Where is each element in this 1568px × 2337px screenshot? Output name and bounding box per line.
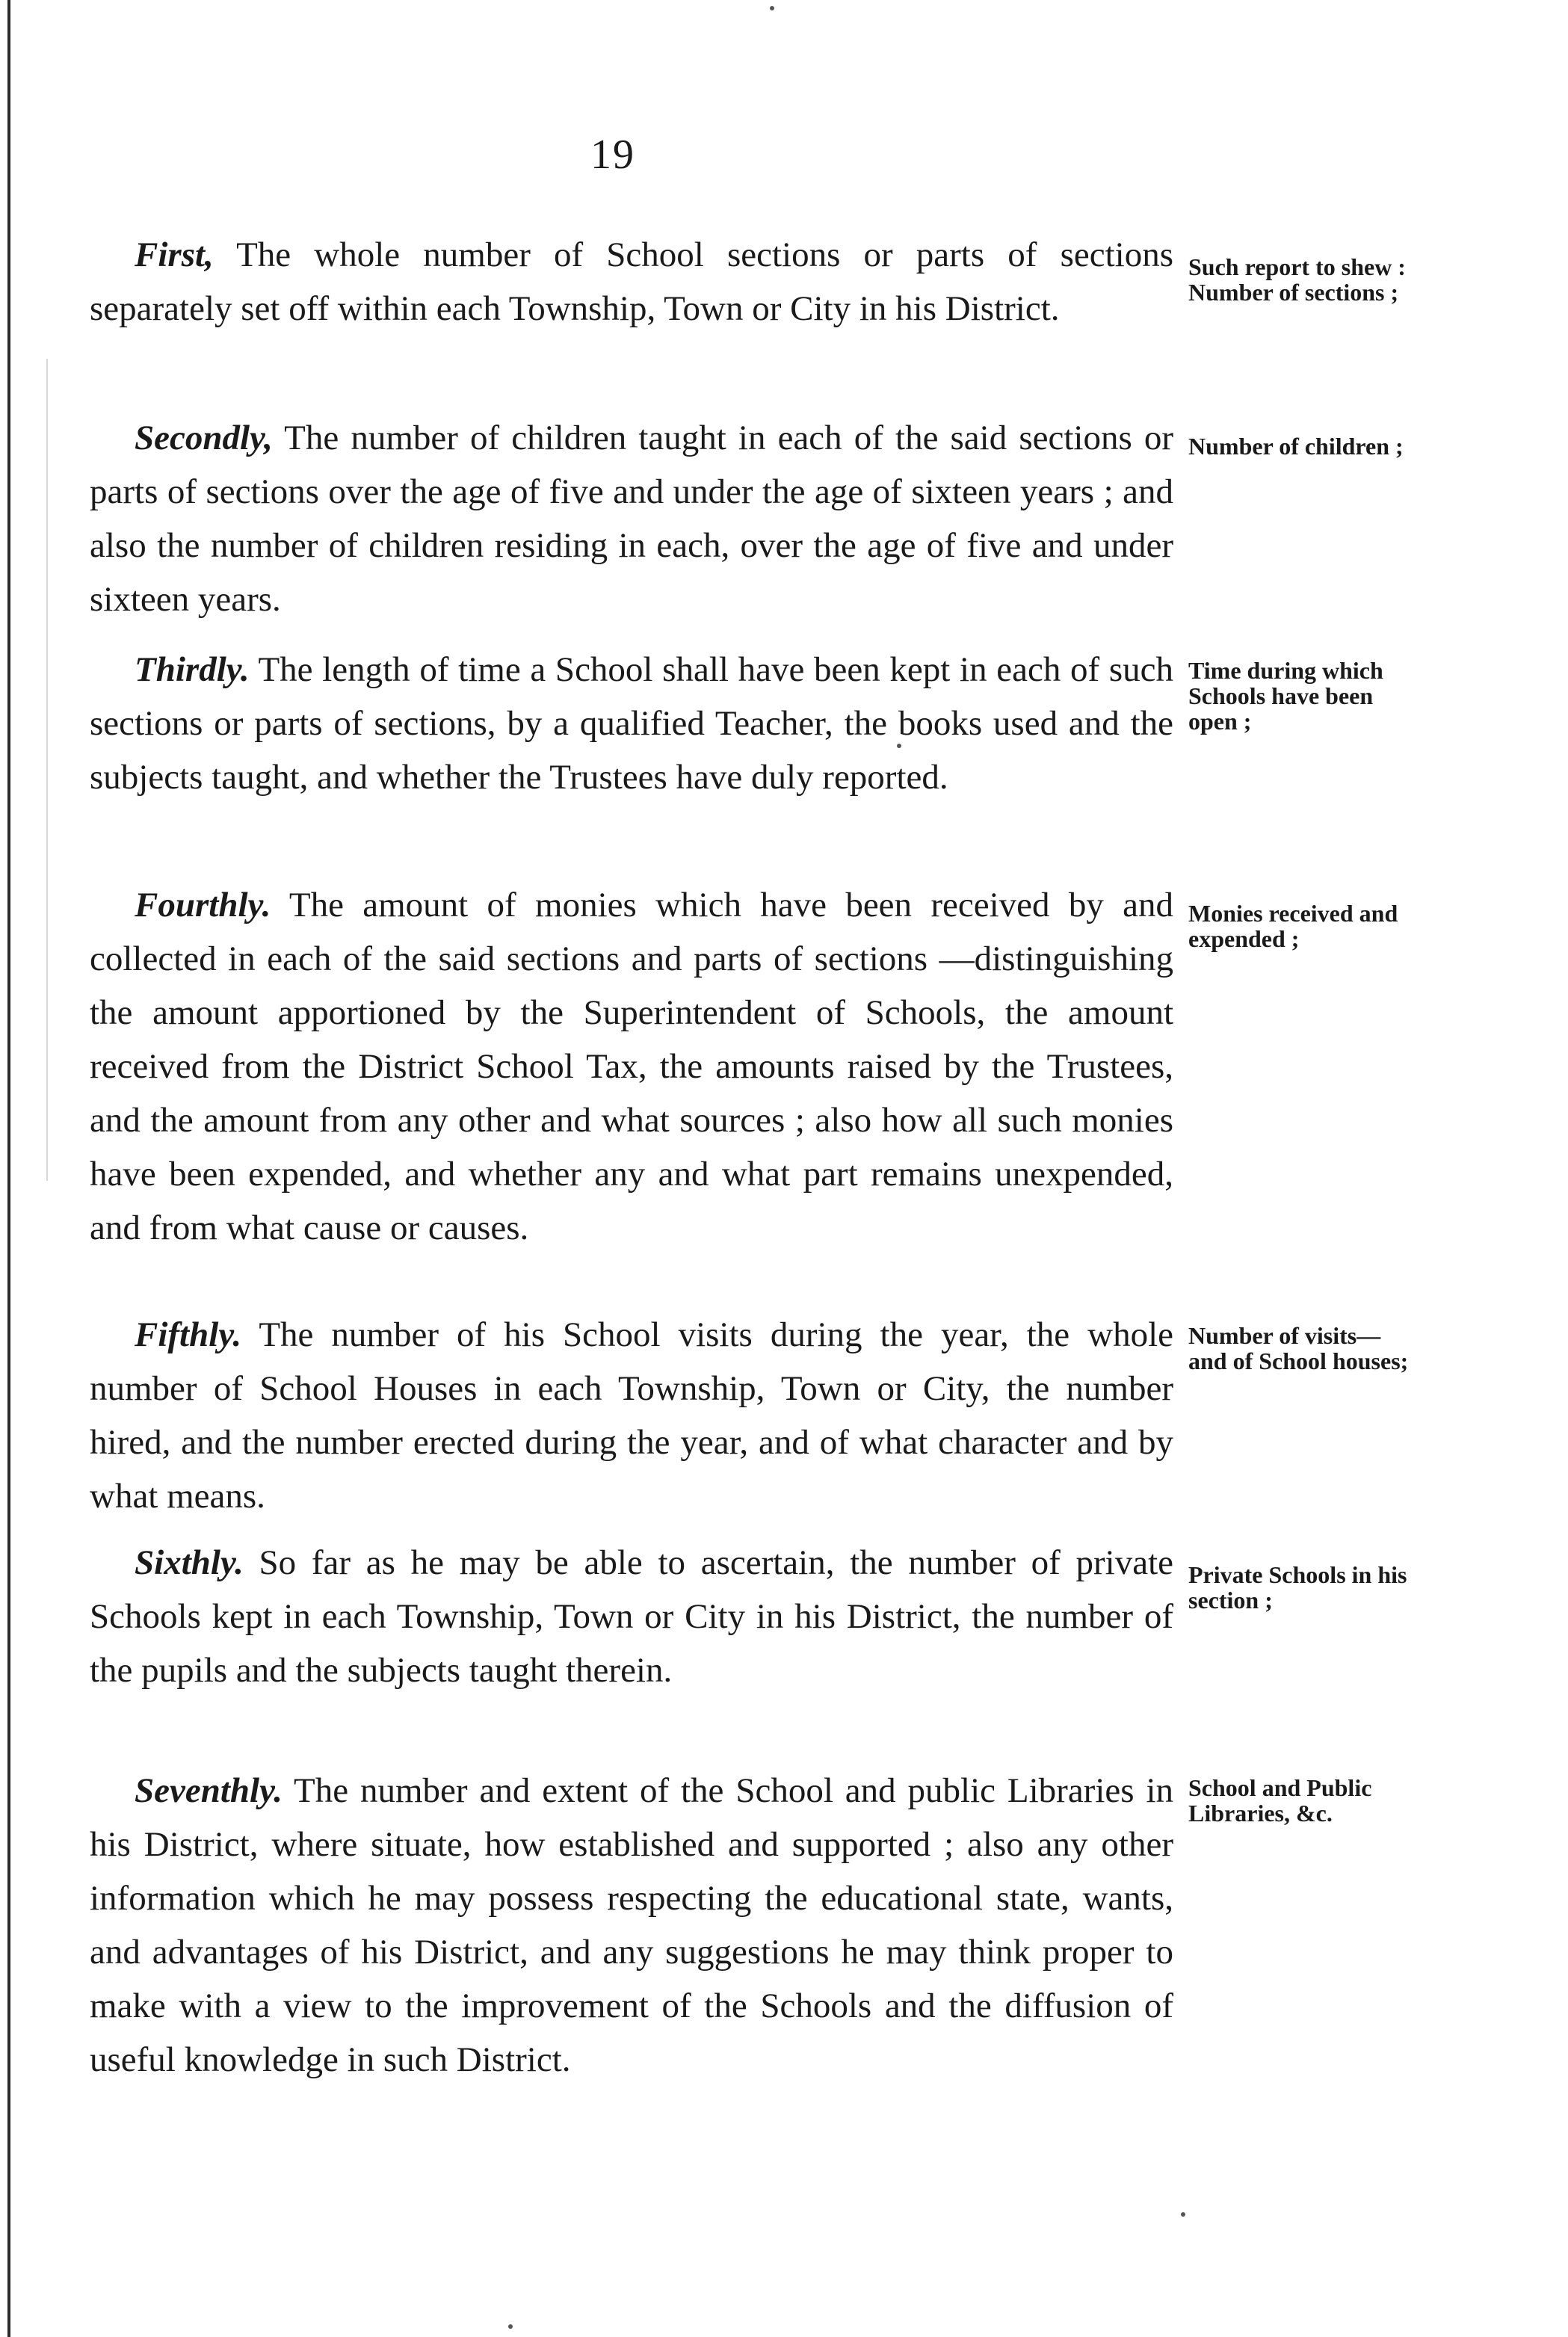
paragraph-text: The number of his School visits during the year, the whole number of School Houses in each Township, Town or City, the number hired, and the number erected during the year, and of what character and by what means.	[90, 1315, 1173, 1516]
paragraph-lead: Sixthly.	[135, 1543, 244, 1582]
margin-note: School and Public Libraries, &c.	[1188, 1774, 1372, 1827]
paragraph	[90, 878, 1173, 1255]
binding-edge	[7, 0, 10, 2337]
margin-note: Private Schools in his section ;	[1188, 1561, 1407, 1614]
paragraph-text: The number and extent of the School and public Libraries in his District, where situate, how established and supported ; also any other information which he may possess respecting the educational state, wants, and advantages of his District, and any suggestions he may think proper to make with a view to the improvement of the Schools and the diffusion of useful knowledge in such District.	[90, 1771, 1173, 2079]
section-fourthly	[90, 878, 1173, 1255]
margin-note: Such report to shew : Number of sections ;	[1188, 253, 1406, 306]
paragraph	[90, 1536, 1173, 1697]
paragraph-lead: Fourthly.	[135, 886, 271, 924]
paragraph	[90, 643, 1173, 804]
paragraph-text: The number of children taught in each of the said sections or parts of sections over the age of five and under the age of sixteen years ; and also the number of children residing in each, over the age of five and under sixteen years.	[90, 419, 1173, 619]
section-first	[90, 228, 1173, 336]
scan-speck	[897, 744, 901, 748]
section-fifthly	[90, 1308, 1173, 1523]
section-secondly	[90, 411, 1173, 626]
margin-note: Monies received and expended ;	[1188, 900, 1398, 952]
scan-speck	[1181, 2212, 1185, 2217]
paragraph	[90, 228, 1173, 336]
scan-speck	[508, 2324, 513, 2329]
paragraph-lead: Thirdly.	[135, 650, 250, 689]
paragraph-text: So far as he may be able to ascertain, the number of private Schools kept in each Township, Town or City in his District, the number of the pupils and the subjects taught therein.	[90, 1543, 1173, 1690]
paragraph	[90, 411, 1173, 626]
paragraph	[90, 1764, 1173, 2087]
margin-note: Number of visits—and of School houses;	[1188, 1322, 1409, 1374]
margin-note: Number of children ;	[1188, 433, 1404, 460]
scan-speck	[770, 6, 774, 10]
paragraph-text: The length of time a School shall have been kept in each of such sections or parts of sections, by a qualified Teacher, the books used and the subjects taught, and whether the Trustees have duly reported.	[90, 650, 1173, 797]
page-number: 19	[590, 132, 635, 178]
paragraph-lead: Seventhly.	[135, 1771, 283, 1810]
section-thirdly	[90, 643, 1173, 804]
paragraph-text: The whole number of School sections or parts of sections separately set off within each Township, Town or City in his District.	[90, 235, 1173, 328]
paragraph-lead: Secondly,	[135, 419, 273, 457]
binding-shadow	[46, 359, 48, 1181]
paragraph-text: The amount of monies which have been received by and collected in each of the said sections and parts of sections —distinguishing the amount apportioned by the Superintendent of Schools, the amount received from the District School Tax, the amounts raised by the Trustees, and the amount from any other and what sources ; also how all such monies have been expended, and whether any and what part remains unexpended, and from what cause or causes.	[90, 886, 1173, 1247]
paragraph-lead: First,	[135, 235, 214, 274]
section-sixthly	[90, 1536, 1173, 1697]
paragraph	[90, 1308, 1173, 1523]
section-seventhly	[90, 1764, 1173, 2087]
margin-note: Time during which Schools have been open ;	[1188, 657, 1383, 735]
paragraph-lead: Fifthly.	[135, 1315, 242, 1354]
